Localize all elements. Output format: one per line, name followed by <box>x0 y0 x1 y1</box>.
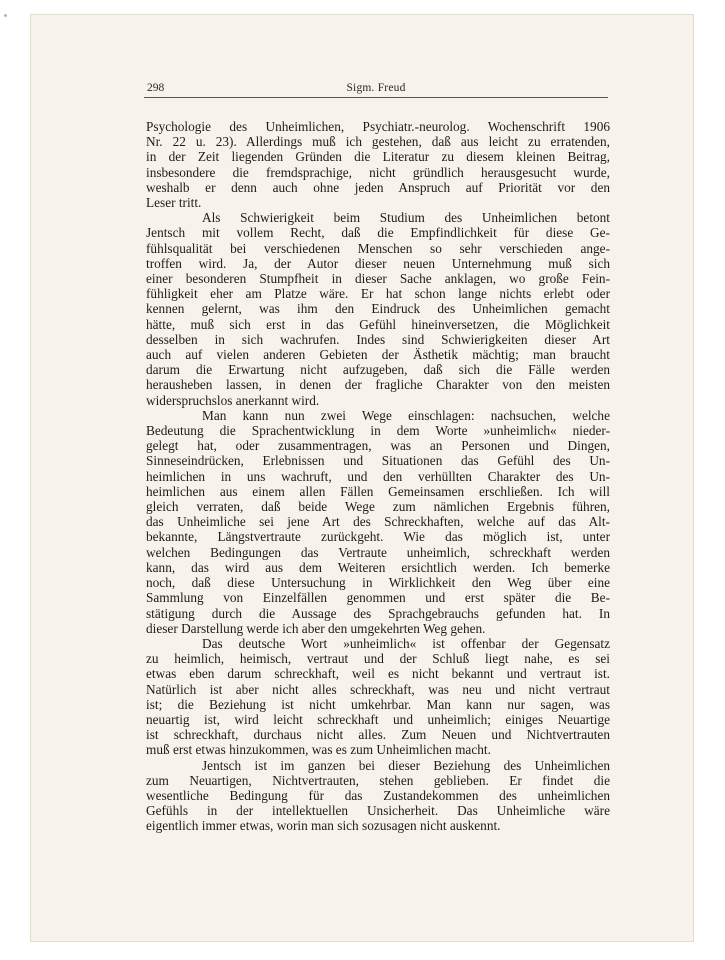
paragraph <box>146 408 610 636</box>
text-line: widerspruchslos anerkannt wird. <box>146 392 320 408</box>
text-line: hätte, muß sich erst in das Gefühl hineinversetzen, die Möglichkeit <box>146 316 610 332</box>
text-line: fühligkeit eher am Platze wäre. Er hat schon lange nichts erlebt oder <box>146 286 610 302</box>
text-line: Jentsch mit vollem Recht, daß die Empfindlichkeit für diese Ge- <box>146 225 610 241</box>
text-line: gleich verraten, daß beide Wege zum nämlichen Ergebnis führen, <box>146 499 610 515</box>
text-line: heimlichen aus einem allen Fällen Gemeinsamen erschließen. Ich will <box>146 483 610 499</box>
paragraph <box>146 758 610 834</box>
text-line: kennen gelernt, was ihm den Eindruck des Unheimlichen gemacht <box>146 301 610 317</box>
text-line: Sammlung von Einzelfällen genommen und erst später die Be- <box>146 590 610 606</box>
text-line: Jentsch ist im ganzen bei dieser Beziehung des Unheimlichen <box>202 757 610 773</box>
text-line: muß erst etwas hinzukommen, was es zum Unheimlichen macht. <box>146 742 491 758</box>
text-line: Psychologie des Unheimlichen, Psychiatr.-neurolog. Wochenschrift 1906 <box>146 119 610 134</box>
text-line: insbesondere die fremdsprachige, nicht gründlich herausgesucht wurde, <box>146 164 610 180</box>
text-line: auch auf vielen anderen Gebieten der Ästhetik mächtig; man braucht <box>146 347 610 363</box>
text-line: in der Zeit liegenden Gründen die Literatur zu diesem kleinen Beitrag, <box>146 149 610 165</box>
text-line: ist; die Beziehung ist nicht umkehrbar. Man kann nur sagen, was <box>146 696 610 712</box>
text-line: darum die Erwartung nicht aufzugeben, daß sich die Fälle werden <box>146 362 610 378</box>
text-line: weshalb er denn auch ohne jeden Anspruch auf Priorität vor den <box>146 179 610 195</box>
text-line: stätigung durch die Aussage des Sprachgebrauchs gefunden hat. In <box>146 605 610 621</box>
text-line: troffen wird. Ja, der Autor dieser neuen Unternehmung muß sich <box>146 255 610 271</box>
text-line: etwas eben darum schreckhaft, weil es nicht bekannt und vertraut ist. <box>146 666 610 682</box>
text-line: Das deutsche Wort »unheimlich« ist offenbar der Gegensatz <box>202 635 610 651</box>
text-line: bekannte, Längstvertraute zurückgeht. Wie das möglich ist, unter <box>146 529 610 545</box>
text-line: Als Schwierigkeit beim Studium des Unheimlichen betont <box>202 210 610 226</box>
text-line: einer besonderen Stumpfheit in dieser Sache anklagen, wo große Fein- <box>146 271 610 287</box>
text-line: Sinneseindrücken, Erlebnissen und Situationen das Gefühl des Un- <box>146 453 610 469</box>
text-line: Gefühls in der intellektuellen Unsicherheit. Das Unheimliche wäre <box>146 803 610 819</box>
text-line: das Unheimliche sei jene Art des Schreckhaften, welche auf das Alt- <box>146 514 610 530</box>
text-line: zu heimlich, heimisch, vertraut und der Schluß liegt nahe, es sei <box>146 651 610 667</box>
text-line: Natürlich ist aber nicht alles schreckhaft, was neu und nicht vertraut <box>146 681 610 697</box>
text-line: desselben in sich wachrufen. Indes sind Schwierigkeiten dieser Art <box>146 331 610 347</box>
running-title: Sigm. Freud <box>346 82 406 94</box>
text-line: Man kann nun zwei Wege einschlagen: nachsuchen, welche <box>202 407 610 423</box>
text-line: Bedeutung die Sprachentwicklung in dem Worte »unheimlich« nieder- <box>146 423 610 439</box>
text-line: zum Neuartigen, Nichtvertrauten, stehen geblieben. Er findet die <box>146 772 610 788</box>
text-line: noch, daß diese Untersuchung in Wirklichkeit den Weg über eine <box>146 575 610 591</box>
scan-speck <box>4 14 7 17</box>
paragraph <box>146 636 610 758</box>
text-line: gelegt hat, oder zusammentragen, was an Personen und Dingen, <box>146 438 610 454</box>
text-line: dieser Darstellung werde ich aber den umgekehrten Weg gehen. <box>146 620 486 636</box>
text-line: Leser tritt. <box>146 195 202 211</box>
text-line: herausheben lassen, in denen der fragliche Charakter von den meisten <box>146 377 610 393</box>
text-line: Nr. 22 u. 23). Allerdings muß ich gestehen, daß aus leicht zu erratenden, <box>146 134 610 150</box>
header-rule <box>144 97 608 98</box>
text-line: welchen Bedingungen das Vertraute unheimlich, schreckhaft werden <box>146 544 610 560</box>
text-line: ist schreckhaft, durchaus nicht alles. Zum Neuen und Nichtvertrauten <box>146 727 610 743</box>
text-line: wesentliche Bedingung für das Zustandekommen des unheimlichen <box>146 787 610 803</box>
paragraph <box>146 119 610 210</box>
text-line: eigentlich immer etwas, worin man sich sozusagen nicht auskennt. <box>146 818 501 834</box>
page-number: 298 <box>147 82 165 94</box>
text-line: kann, das wird aus dem Weiteren ersichtlich werden. Ich bemerke <box>146 559 610 575</box>
paragraph <box>146 210 610 408</box>
text-line: fühlsqualität bei verschiedenen Menschen so sehr verschieden ange- <box>146 240 610 256</box>
text-line: neuartig ist, wird leicht schreckhaft und unheimlich; einiges Neuartige <box>146 711 610 727</box>
page-header <box>144 80 608 100</box>
body-text <box>146 119 610 834</box>
text-line: heimlichen in uns wachruft, und den verhüllten Charakter des Un- <box>146 468 610 484</box>
